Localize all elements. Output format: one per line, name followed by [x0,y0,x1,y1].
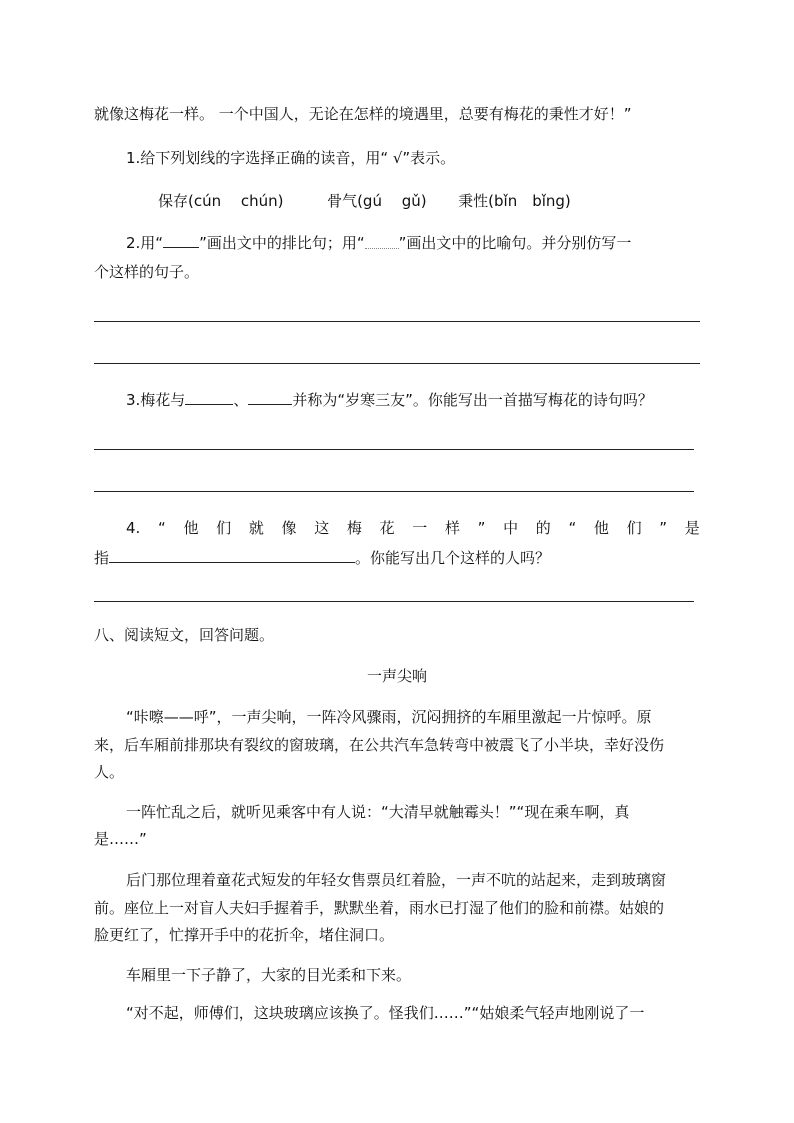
fill-blank[interactable] [248,390,292,405]
q4-char: 像 [281,519,297,537]
text-line-1: 就像这梅花一样。 一个中国人，无论在怎样的境遇里，总要有梅花的秉性才好！” [94,105,632,123]
paragraph-line: 来，后车厢前排那块有裂纹的窗玻璃，在公共汽车急转弯中被震飞了小半块，幸好没伤 [94,736,665,754]
paragraph-line: 一阵忙乱之后，就听见乘客中有人说：“大清早就触霉头！”“现在乘车啊，真 [126,803,630,821]
q4-char: “ [568,519,577,537]
question-3 [126,390,653,410]
fill-blank[interactable] [109,548,355,563]
answer-line [94,601,694,602]
question-4-part-a: 指 [94,549,110,567]
question-2-part-c: ”画出文中的比喻句。并分别仿写一 [398,234,632,252]
question-1: 1.给下列划线的字选择正确的读音，用“ √”表示。 [126,149,456,167]
paragraph-line: 前。座位上一对盲人夫妇手握着手，默默坐着，雨水已打湿了他们的脸和前襟。姑娘的 [94,899,665,917]
paragraph-line: 后门那位理着童花式短发的年轻女售票员红着脸，一声不吭的站起来，走到玻璃窗 [126,871,667,889]
q4-char: 他 [593,519,609,537]
fill-blank[interactable] [185,390,233,405]
question-4 [126,518,700,538]
q4-char: “ [157,519,166,537]
question-2-part-a: 2.用“ [126,234,164,252]
question-2-cont: 个这样的句子。 [94,263,200,281]
q4-char: 4. [126,519,141,537]
answer-line [94,491,694,492]
q4-char: 样 [444,519,460,537]
q4-char: ” [659,519,668,537]
paragraph-line: 车厢里一下子静了，大家的目光柔和下来。 [126,966,412,984]
question-3-part-b: 、 [233,391,249,409]
q4-char: 是 [684,519,700,537]
question-3-part-a: 3.梅花与 [126,391,186,409]
q4-char: 们 [216,519,232,537]
straight-underline-sample [163,233,199,248]
paragraph-line: 是……” [94,830,147,848]
q4-char: 这 [314,519,330,537]
q4-char: 的 [535,519,551,537]
paragraph-line: 脸更红了，忙撑开手中的花折伞，堵住洞口。 [94,926,395,944]
question-4-part-b: 。你能写出几个这样的人吗？ [355,549,551,567]
option-word-3: 秉性(bǐn bǐng) [458,192,571,210]
q4-char: ” [477,519,486,537]
q4-char: 一 [412,519,428,537]
question-1-options [158,191,571,211]
paragraph-line: “咔嚓——呼”，一声尖响，一阵冷风骤雨，沉闷拥挤的车厢里激起一片惊呼。原 [126,708,652,726]
wavy-underline-sample [365,238,399,249]
option-word-2: 骨气(gú gǔ) [327,192,427,210]
q4-char: 中 [503,519,519,537]
question-2 [126,233,631,253]
q4-char: 们 [626,519,642,537]
q4-char: 就 [248,519,264,537]
q4-char: 他 [183,519,199,537]
answer-line [94,321,700,322]
paragraph-line: “对不起，师傅们，这块玻璃应该换了。怪我们……”“姑娘柔气轻声地刚说了一 [126,1004,645,1022]
answer-line [94,363,700,364]
question-4-cont [94,548,550,568]
section-heading: 八、阅读短文，回答问题。 [94,626,275,644]
question-3-part-c: 并称为“岁寒三友”。你能写出一首描写梅花的诗句吗？ [292,391,653,409]
answer-line [94,449,694,450]
paragraph-line: 人。 [94,763,125,781]
q4-char: 梅 [346,519,362,537]
story-title: 一声尖响 [366,667,427,685]
q4-char: 花 [379,519,395,537]
option-word-1: 保存(cún chún) [158,192,284,210]
question-2-part-b: ”画出文中的排比句；用“ [199,234,365,252]
